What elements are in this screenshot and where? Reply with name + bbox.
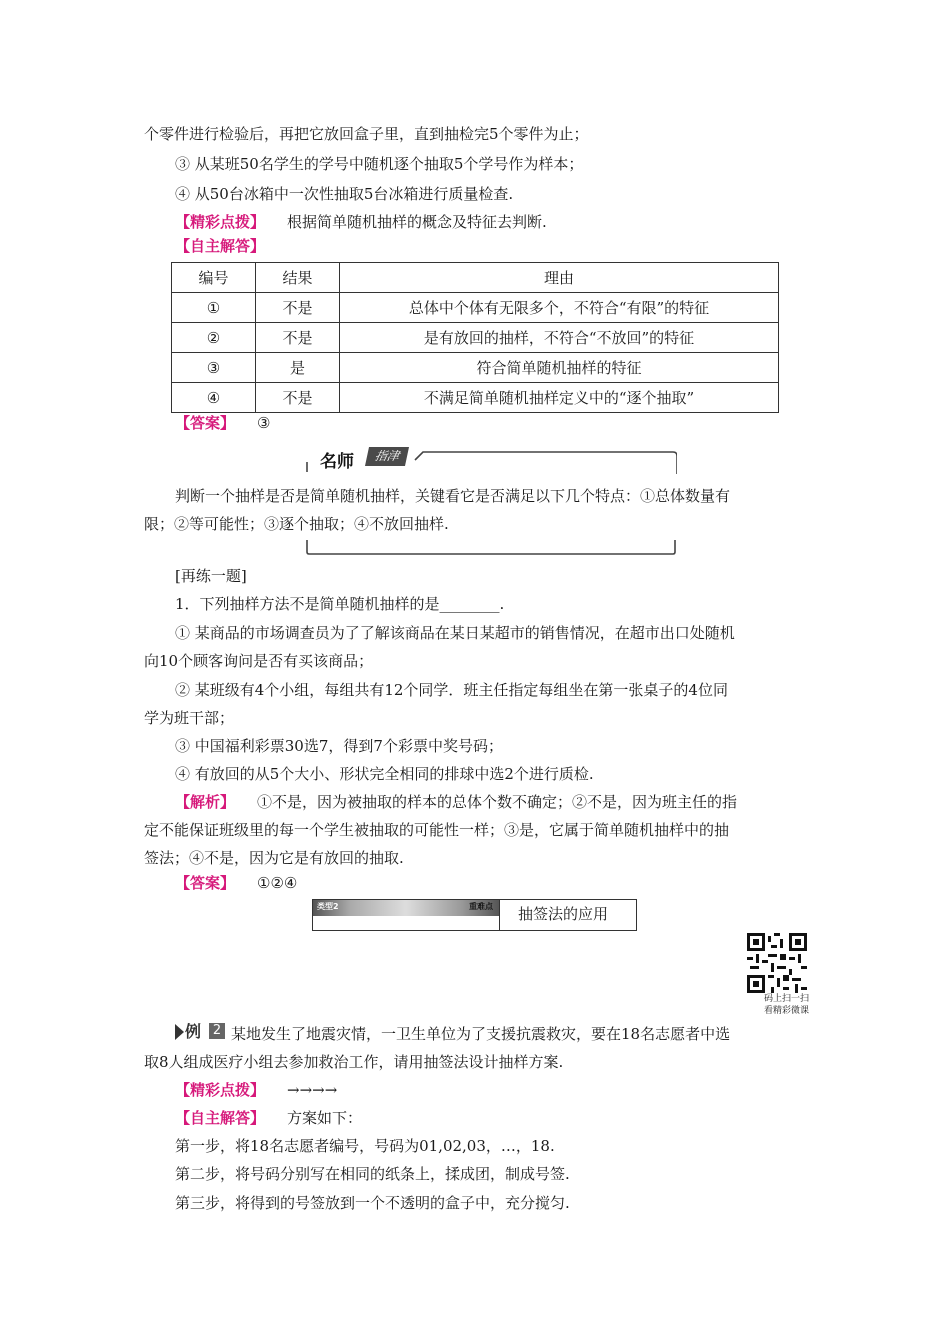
text-line: ③ 从某班50名学生的学号中随机逐个抽取5个学号作为样本； bbox=[175, 155, 584, 173]
tip-badge: 指津 bbox=[365, 447, 409, 466]
solve-heading bbox=[175, 235, 265, 257]
table-cell: 是 bbox=[256, 353, 340, 383]
solve-tag: 【自主解答】 bbox=[175, 237, 266, 255]
tip-title: 名师 bbox=[320, 452, 354, 472]
practice-header: [再练一题] bbox=[175, 567, 247, 585]
table-cell: 是有放回的抽样，不符合“不放回”的特征 bbox=[340, 323, 779, 353]
solve-tag: 【自主解答】 bbox=[175, 1109, 266, 1127]
hint-paragraph bbox=[175, 211, 547, 233]
table-cell: 不是 bbox=[256, 293, 340, 323]
triangle-arrow-icon bbox=[175, 1024, 184, 1040]
table-row bbox=[172, 383, 779, 413]
hint-arrows: →→→→ bbox=[287, 1081, 338, 1099]
option-line: 学为班干部； bbox=[144, 709, 235, 727]
type-bar bbox=[313, 900, 499, 916]
step-line: 第一步，将18名志愿者编号，号码为01,02,03，…，18. bbox=[175, 1137, 555, 1155]
tip-line: 判断一个抽样是否是简单随机抽样，关键看它是否满足以下几个特点：①总体数量有 bbox=[175, 487, 731, 505]
type-label: 类型2 bbox=[317, 902, 339, 911]
table-cell: ③ bbox=[172, 353, 256, 383]
type-label-difficulty: 重难点 bbox=[469, 902, 493, 911]
qr-code-icon[interactable] bbox=[747, 933, 807, 993]
step-line: 第二步，将号码分别写在相同的纸条上，揉成团，制成号签. bbox=[175, 1165, 570, 1183]
table-header-row bbox=[172, 263, 779, 293]
table-cell: ④ bbox=[172, 383, 256, 413]
hint-text: 根据简单随机抽样的概念及特征去判断. bbox=[287, 213, 547, 231]
solve-text: 方案如下： bbox=[287, 1109, 363, 1127]
example-label: 例 bbox=[185, 1022, 202, 1041]
table-cell: 不满足简单随机抽样定义中的“逐个抽取” bbox=[340, 383, 779, 413]
analysis-text: ①不是，因为被抽取的样本的总体个数不确定；②不是，因为班主任的指 bbox=[257, 793, 738, 811]
text-line: ④ 从50台冰箱中一次性抽取5台冰箱进行质量检查. bbox=[175, 185, 514, 203]
practice-question: 1．下列抽样方法不是简单随机抽样的是________. bbox=[175, 595, 505, 613]
table-header: 编号 bbox=[172, 263, 256, 293]
hint-tag: 【精彩点拨】 bbox=[175, 1081, 266, 1099]
option-line: 向10个顾客询问是否有买该商品； bbox=[144, 652, 374, 670]
example-line: 取8人组成医疗小组去参加救治工作，请用抽签法设计抽样方案. bbox=[144, 1053, 564, 1071]
table-row bbox=[172, 353, 779, 383]
type-title: 抽签法的应用 bbox=[518, 905, 609, 923]
step-line: 第三步，将得到的号签放到一个不透明的盒子中，充分搅匀. bbox=[175, 1194, 570, 1212]
analysis-line: 签法；④不是，因为它是有放回的抽取. bbox=[144, 849, 404, 867]
table-cell: ② bbox=[172, 323, 256, 353]
table-cell: 符合简单随机抽样的特征 bbox=[340, 353, 779, 383]
solve-paragraph bbox=[175, 1107, 362, 1129]
answer-tag: 【答案】 bbox=[175, 414, 236, 432]
option-line: ③ 中国福利彩票30选7，得到7个彩票中奖号码； bbox=[175, 737, 503, 755]
qr-caption-line: 看精彩微课 bbox=[763, 1006, 809, 1016]
analysis-paragraph bbox=[175, 791, 737, 813]
qr-caption bbox=[747, 993, 809, 1017]
example-paragraph bbox=[175, 1022, 730, 1045]
answer-text: ①②④ bbox=[257, 874, 298, 892]
table-row bbox=[172, 323, 779, 353]
table-header: 理由 bbox=[340, 263, 779, 293]
table-header: 结果 bbox=[256, 263, 340, 293]
answer-text: ③ bbox=[257, 414, 271, 432]
answer-paragraph bbox=[175, 412, 270, 434]
table-row bbox=[172, 293, 779, 323]
analysis-line: 定不能保证班级里的每一个学生被抽取的可能性一样；③是，它属于简单随机抽样中的抽 bbox=[144, 821, 730, 839]
example-badge bbox=[175, 1022, 231, 1042]
qr-caption-line: 码上扫一扫 bbox=[763, 994, 809, 1004]
option-line: ④ 有放回的从5个大小、形状完全相同的排球中选2个进行质检. bbox=[175, 765, 594, 783]
hint-tag: 【精彩点拨】 bbox=[175, 213, 266, 231]
option-line: ① 某商品的市场调查员为了了解该商品在某日某超市的销售情况，在超市出口处随机 bbox=[175, 624, 735, 642]
answer-tag: 【答案】 bbox=[175, 874, 236, 892]
option-line: ② 某班级有4个小组，每组共有12个同学．班主任指定每组坐在第一张桌子的4位同 bbox=[175, 681, 728, 699]
table-cell: 不是 bbox=[256, 323, 340, 353]
example-number: 2 bbox=[209, 1023, 225, 1039]
reason-table bbox=[171, 262, 779, 413]
type-box bbox=[312, 899, 637, 931]
analysis-tag: 【解析】 bbox=[175, 793, 236, 811]
table-cell: 不是 bbox=[256, 383, 340, 413]
table-cell: ① bbox=[172, 293, 256, 323]
example-text: 某地发生了地震灾情，一卫生单位为了支援抗震救灾，要在18名志愿者中选 bbox=[231, 1025, 731, 1043]
text-line: 个零件进行检验后，再把它放回盒子里，直到抽检完5个零件为止； bbox=[144, 125, 589, 143]
answer-paragraph bbox=[175, 872, 297, 894]
hint-paragraph bbox=[175, 1079, 337, 1101]
table-cell: 总体中个体有无限多个，不符合“有限”的特征 bbox=[340, 293, 779, 323]
tip-line: 限；②等可能性；③逐个抽取；④不放回抽样. bbox=[144, 515, 449, 533]
